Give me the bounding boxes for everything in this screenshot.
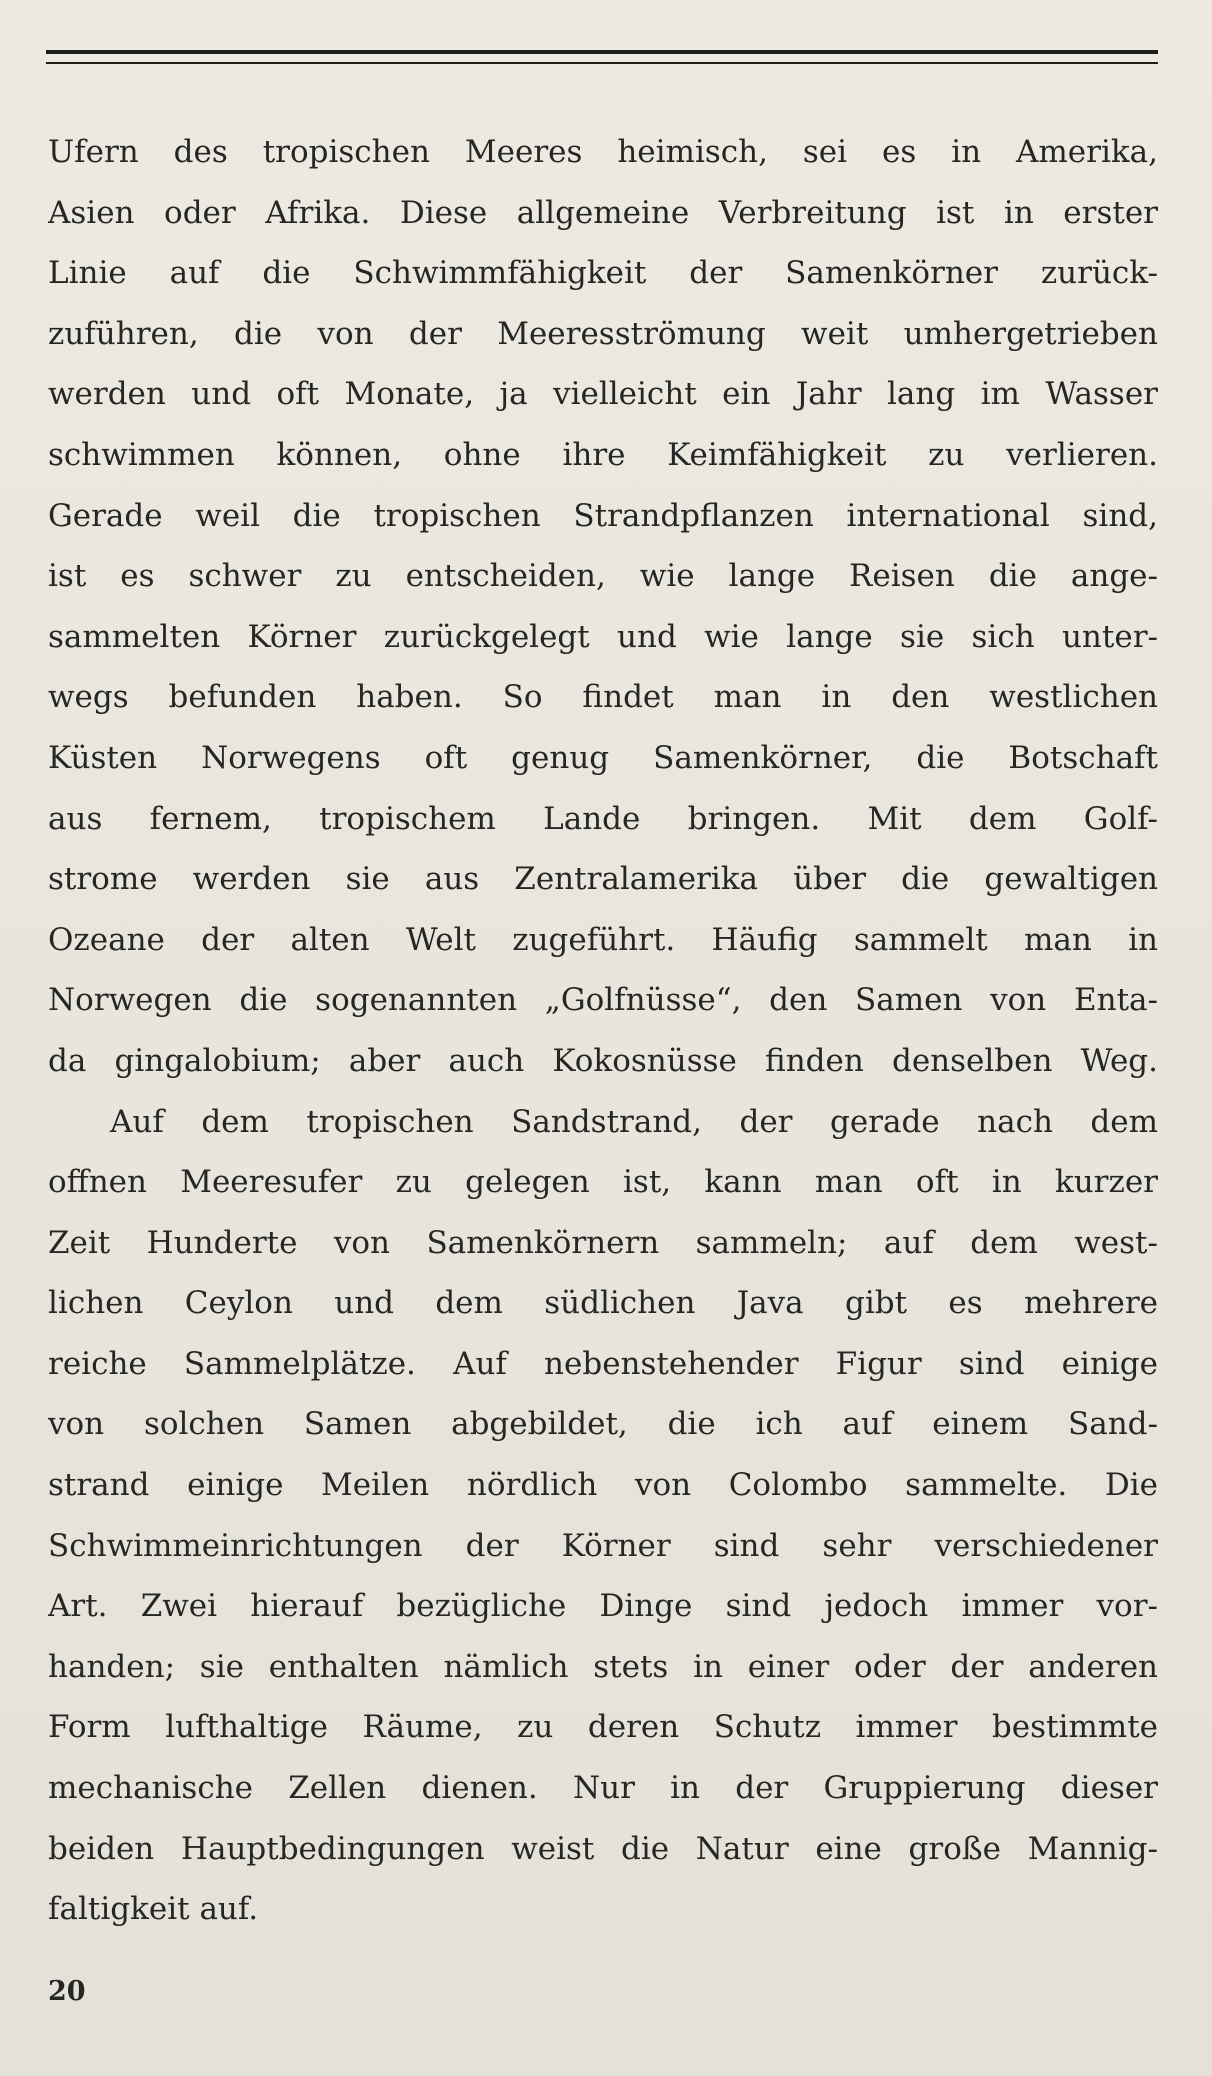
text-line: handen; sie enthalten nämlich stets in einer oder der anderen [48,1648,1158,1685]
text-line: Linie auf die Schwimmfähigkeit der Samenkörner zurück- [48,255,1158,292]
text-line: Asien oder Afrika. Diese allgemeine Verbreitung ist in erster [48,194,1158,231]
text-line: werden und oft Monate, ja vielleicht ein Jahr lang im Wasser [48,376,1158,413]
text-line: Ufern des tropischen Meeres heimisch, sei es in Amerika, [48,134,1158,170]
text-line: reiche Sammelplätze. Auf nebenstehender Figur sind einige [48,1345,1158,1382]
text-line: schwimmen können, ohne ihre Keimfähigkeit zu verlieren. [48,436,1158,473]
text-line: Küsten Norwegens oft genug Samenkörner, die Botschaft [48,739,1158,776]
text-line: Ozeane der alten Welt zugeführt. Häufig sammelt man in [48,921,1158,958]
text-line: zuführen, die von der Meeresströmung weit umhergetrieben [48,315,1158,352]
text-line: offnen Meeresufer zu gelegen ist, kann man oft in kurzer [48,1164,1158,1201]
text-line: Art. Zwei hierauf bezügliche Dinge sind jedoch immer vor- [48,1588,1158,1625]
header-rule-thin [46,62,1158,64]
text-line: faltigkeit auf. [48,1891,259,1928]
text-line: Zeit Hunderte von Samenkörnern sammeln; auf dem west- [48,1224,1158,1261]
text-line: wegs befunden haben. So findet man in den westlichen [48,679,1158,716]
text-line: mechanische Zellen dienen. Nur in der Gruppierung dieser [48,1770,1158,1807]
text-line: ist es schwer zu entscheiden, wie lange Reisen die ange- [48,558,1158,595]
header-rule-thick [46,50,1158,54]
text-line: von solchen Samen abgebildet, die ich auf einem Sand- [48,1406,1158,1443]
text-line: sammelten Körner zurückgelegt und wie lange sie sich unter- [48,618,1158,655]
text-line: beiden Hauptbedingungen weist die Natur eine große Mannig- [48,1830,1158,1867]
text-line: aus fernem, tropischem Lande bringen. Mit dem Golf- [48,800,1158,837]
text-line: strand einige Meilen nördlich von Colombo sammelte. Die [48,1467,1158,1504]
text-line: Norwegen die sogenannten „Golfnüsse“, den Samen von Enta- [48,982,1158,1019]
text-line: Form lufthaltige Räume, zu deren Schutz immer bestimmte [48,1709,1158,1746]
text-line: Gerade weil die tropischen Strandpflanzen international sind, [48,497,1158,534]
text-line: Schwimmeinrichtungen der Körner sind sehr verschiedener [48,1527,1158,1564]
page-number: 20 [48,1976,86,2007]
body-text [48,122,1158,1940]
text-line: lichen Ceylon und dem südlichen Java gibt es mehrere [48,1285,1158,1322]
text-line: Auf dem tropischen Sandstrand, der gerade nach dem [110,1103,1158,1140]
text-line: da gingalobium; aber auch Kokosnüsse finden denselben Weg. [48,1042,1158,1079]
text-line: strome werden sie aus Zentralamerika über die gewaltigen [48,861,1158,898]
